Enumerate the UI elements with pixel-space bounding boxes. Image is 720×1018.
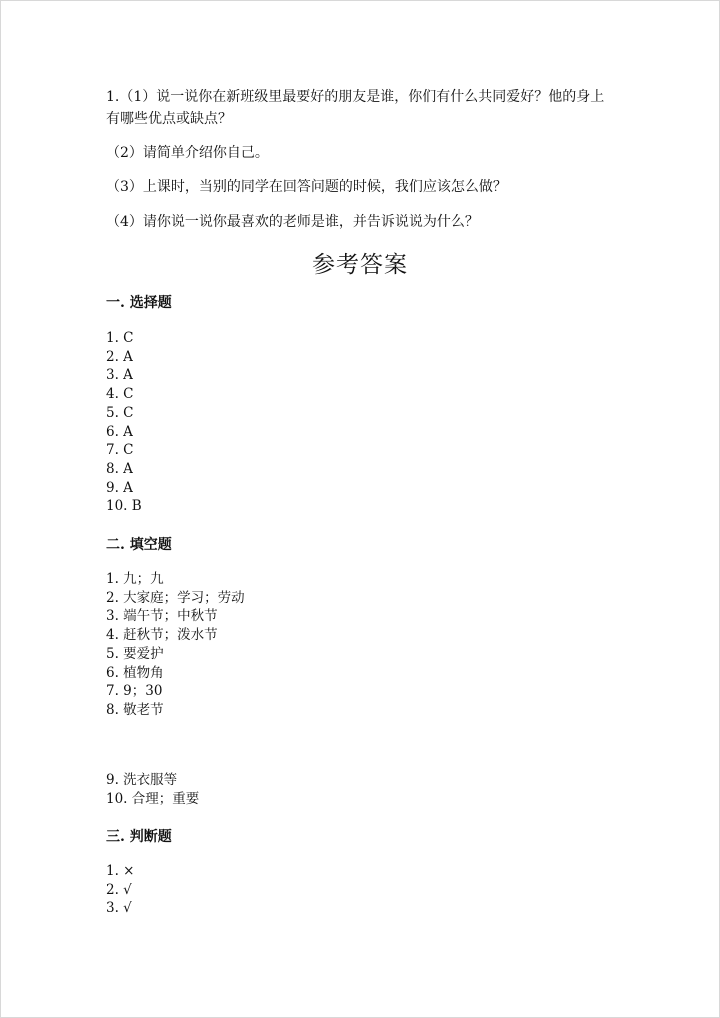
list-item: 4. 赶秋节；泼水节	[106, 627, 218, 644]
list-item: 3. 端午节；中秋节	[106, 608, 218, 625]
answer-title: 参考答案	[312, 252, 408, 278]
question-4: （4）请你说一说你最喜欢的老师是谁，并告诉说说为什么？	[106, 214, 479, 230]
list-item: 2. √	[106, 881, 132, 898]
list-item: 6. 植物角	[106, 664, 164, 681]
list-item: 10. B	[106, 498, 142, 515]
section-heading-fill-blank: 二. 填空题	[106, 537, 172, 553]
section-heading-choice: 一. 选择题	[106, 295, 172, 311]
list-item: 3. A	[106, 367, 133, 384]
list-item: 2. 大家庭；学习；劳动	[106, 589, 245, 606]
list-item: 2. A	[106, 348, 133, 365]
answer-list-fill-blank	[106, 570, 245, 720]
list-item: 3. √	[106, 900, 132, 917]
list-item: 1. ×	[106, 863, 135, 879]
list-item: 5. C	[106, 404, 134, 421]
list-item: 7. C	[106, 442, 134, 459]
list-item: 10. 合理；重要	[106, 790, 200, 807]
question-3: （3）上课时，当别的同学在回答问题的时候，我们应该怎么做？	[106, 179, 507, 195]
answer-list-fill-blank-continued	[106, 771, 199, 808]
question-1: 1.（1）说一说你在新班级里最要好的朋友是谁，你们有什么共同爱好？他的身上有哪些优点或缺点？	[106, 89, 605, 127]
section-heading-true-false: 三. 判断题	[106, 829, 172, 845]
list-item: 7. 9；30	[106, 683, 163, 700]
list-item: 8. A	[106, 460, 133, 477]
question-2: （2）请简单介绍你自己。	[106, 145, 269, 161]
list-item: 5. 要爱护	[106, 645, 164, 662]
list-item: 1. C	[106, 330, 134, 346]
list-item: 6. A	[106, 423, 133, 440]
list-item: 9. 洗衣服等	[106, 772, 178, 788]
answer-list-true-false	[106, 862, 134, 918]
list-item: 8. 敬老节	[106, 701, 164, 718]
answer-list-choice	[106, 329, 142, 516]
list-item: 4. C	[106, 386, 134, 403]
list-item: 1. 九；九	[106, 571, 164, 587]
list-item: 9. A	[106, 479, 133, 496]
